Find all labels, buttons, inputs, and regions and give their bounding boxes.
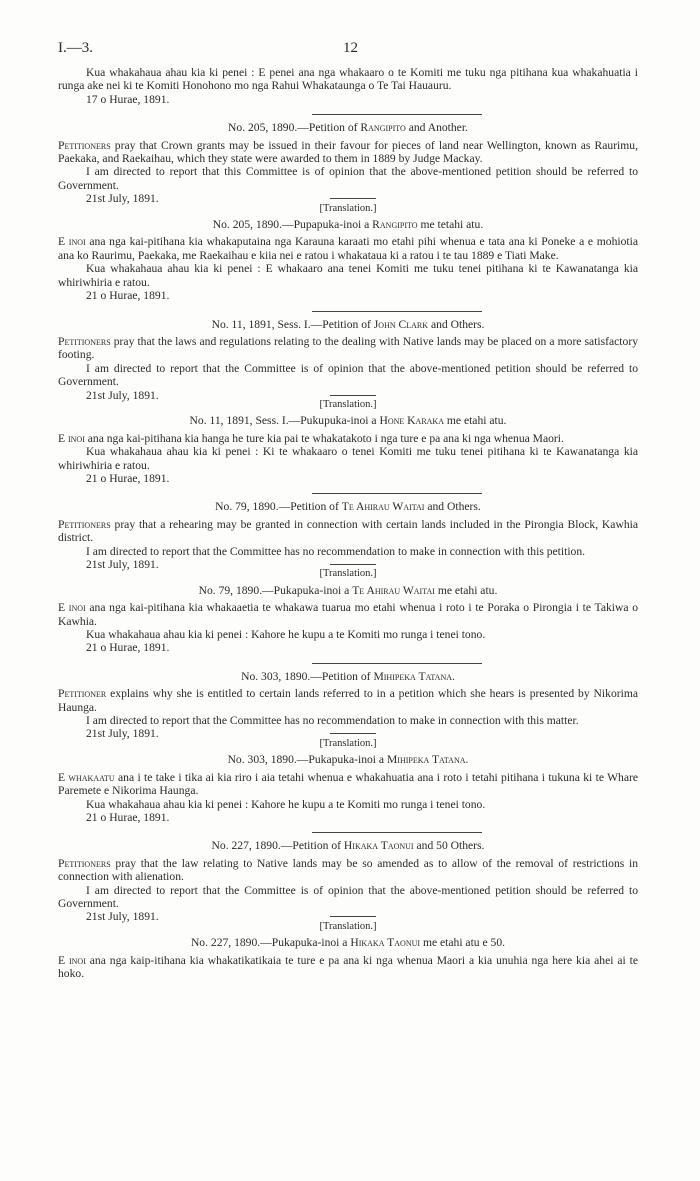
date-divider bbox=[330, 198, 376, 199]
translation-title: No. 303, 1890.—Pukapuka-inoi a Mihipeka Tatana. bbox=[227, 753, 469, 767]
translation-body: E whakaatu ana i te take i tika ai kia riro i aia tetahi whenua e whakahuatia ana i roto i tetahi pitihana i tukuna ki te Whare Paremete e Nikorima Haunga. bbox=[58, 770, 638, 798]
date-divider bbox=[330, 564, 376, 565]
translation-date: 21 o Hurae, 1891. bbox=[86, 471, 170, 485]
petition-section bbox=[58, 493, 638, 654]
translation-date: 21 o Hurae, 1891. bbox=[86, 641, 170, 655]
petition-body: Petitioners pray that Crown grants may be issued in their favour for pieces of land near Wellington, known as Raurimu, Paekaka, and Raekaihau, which they state were awarded to them in 1889 by Judge Mackay. bbox=[58, 138, 638, 166]
translation-title: No. 227, 1890.—Pukapuka-inoi a Hikaka Taonui me etahi atu e 50. bbox=[190, 936, 506, 950]
translation-label: [Translation.] bbox=[319, 398, 377, 410]
translation-title: No. 11, 1891, Sess. I.—Pukupuka-inoi a Hone Karaka me etahi atu. bbox=[189, 414, 507, 428]
petition-title: No. 205, 1890.—Petition of Rangipito and Another. bbox=[228, 121, 468, 135]
paper-reference: I.—3. bbox=[58, 40, 93, 56]
petition-title: No. 227, 1890.—Petition of Hikaka Taonui and 50 Others. bbox=[211, 839, 485, 853]
petition-section bbox=[58, 832, 638, 980]
translation-report: Kua whakahaua ahau kia ki penei : Ki te whakaaro o tenei Komiti me tuku tenei pitihana ki te Kawanatanga kia whiriwhiria e ratou. bbox=[58, 445, 638, 472]
translation-body: E inoi ana nga kai-pitihana kia whakaputaina nga Karauna karaati mo etahi pihi whenua e tata ana ki Poneke a e mohiotia ana ko Raurimu, Paekaka, me Raekaihau e kiia nei e ratou i whakataua ki a ratou i te tau 1889 e Tiati Make. bbox=[58, 235, 638, 262]
section-divider bbox=[312, 832, 482, 833]
intro-paragraph: Kua whakahaua ahau kia ki penei : E penei ana nga whakaaro o te Komiti me tuku nga pitihana kua whakahuatia i runga ake nei ki te Komiti Honohono mo nga Rahui Whakataunga o Te Tai Hauauru. bbox=[58, 66, 638, 93]
petition-title: No. 303, 1890.—Petition of Mihipeka Tatana. bbox=[241, 669, 455, 683]
translation-title: No. 205, 1890.—Pupapuka-inoi a Rangipito me tetahi atu. bbox=[212, 218, 484, 232]
section-divider bbox=[312, 311, 482, 312]
section-divider bbox=[312, 114, 482, 115]
translation-body: E inoi ana nga kai-pitihana kia hanga he ture kia pai te whakatakoto i nga ture e pa ana ki nga whenua Maori. bbox=[58, 431, 564, 445]
committee-report: I am directed to report that the Committee is of opinion that the above-mentioned petition should be referred to Government. bbox=[58, 883, 638, 910]
translation-report: Kua whakahaua ahau kia ki penei : Kahore he kupu a te Komiti mo runga i tenei tono. bbox=[86, 628, 486, 642]
report-date: 21st July, 1891. bbox=[86, 192, 159, 206]
section-divider bbox=[312, 493, 482, 494]
translation-date: 21 o Hurae, 1891. bbox=[86, 289, 170, 303]
report-date-row bbox=[58, 389, 638, 402]
report-date-row bbox=[58, 910, 638, 923]
petition-section bbox=[58, 663, 638, 824]
committee-report: I am directed to report that this Committee is of opinion that the above-mentioned petition should be referred to Government. bbox=[58, 165, 638, 192]
petition-body: Petitioner explains why she is entitled to certain lands referred to in a petition which she hears is presented by Nikorima Haunga. bbox=[58, 687, 638, 714]
translation-label: [Translation.] bbox=[319, 568, 377, 580]
translation-body: E inoi ana nga kai-pitihana kia whakaaetia te whakawa tuarua mo etahi whenua i roto i te Poraka o Pirongia i te Takiwa o Kawhia. bbox=[58, 601, 638, 628]
petition-section bbox=[58, 311, 638, 486]
report-date-row bbox=[58, 727, 638, 740]
petition-body: Petitioners pray that the law relating to Native lands may be so amended as to allow of the removal of restrictions in connection with alienation. bbox=[58, 856, 638, 884]
translation-report: Kua whakahaua ahau kia ki penei : Kahore he kupu a te Komiti mo runga i tenei tono. bbox=[86, 797, 486, 811]
report-date: 21st July, 1891. bbox=[86, 388, 159, 402]
committee-report: I am directed to report that the Committee is of opinion that the above-mentioned petition should be referred to Government. bbox=[58, 361, 638, 389]
petition-sections bbox=[58, 114, 638, 980]
date-divider bbox=[330, 395, 376, 396]
date-divider bbox=[330, 733, 376, 734]
page-header bbox=[58, 42, 638, 66]
report-date-row bbox=[58, 192, 638, 205]
report-date: 21st July, 1891. bbox=[86, 558, 159, 571]
petition-title: No. 79, 1890.—Petition of Te Ahirau Waitai and Others. bbox=[215, 500, 481, 514]
petition-title: No. 11, 1891, Sess. I.—Petition of John Clark and Others. bbox=[211, 317, 485, 331]
translation-label: [Translation.] bbox=[319, 202, 377, 214]
translation-label: [Translation.] bbox=[319, 737, 377, 749]
committee-report: I am directed to report that the Committee has no recommendation to make in connection with this petition. bbox=[86, 544, 586, 558]
report-date-row bbox=[58, 558, 638, 571]
committee-report: I am directed to report that the Committee has no recommendation to make in connection with this matter. bbox=[86, 714, 579, 728]
date-divider bbox=[330, 916, 376, 917]
report-date: 21st July, 1891. bbox=[86, 910, 159, 924]
translation-date: 21 o Hurae, 1891. bbox=[86, 810, 170, 824]
translation-label: [Translation.] bbox=[319, 920, 377, 932]
intro-date: 17 o Hurae, 1891. bbox=[86, 92, 170, 106]
translation-body: E inoi ana nga kaip-itihana kia whakatikatikaia te ture e pa ana ki nga whenua Maori a kia unuhia nga here kia ahei ai te hoko. bbox=[58, 953, 638, 980]
petition-body: Petitioners pray that a rehearing may be granted in connection with certain lands included in the Pirongia Block, Kawhia district. bbox=[58, 517, 638, 545]
report-date: 21st July, 1891. bbox=[86, 727, 159, 741]
section-divider bbox=[312, 663, 482, 664]
translation-title: No. 79, 1890.—Pukapuka-inoi a Te Ahirau Waitai me etahi atu. bbox=[198, 583, 498, 597]
document-page bbox=[58, 42, 638, 980]
petition-section bbox=[58, 114, 638, 302]
translation-report: Kua whakahaua ahau kia ki penei : E whakaaro ana tenei Komiti me tuku tenei pitihana ki te Kawanatanga kia whiriwhiria e ratou. bbox=[58, 262, 638, 289]
petition-body: Petitioners pray that the laws and regulations relating to the dealing with Native lands may be placed on a more satisfactory footing. bbox=[58, 334, 638, 362]
page-number: 12 bbox=[343, 40, 358, 56]
